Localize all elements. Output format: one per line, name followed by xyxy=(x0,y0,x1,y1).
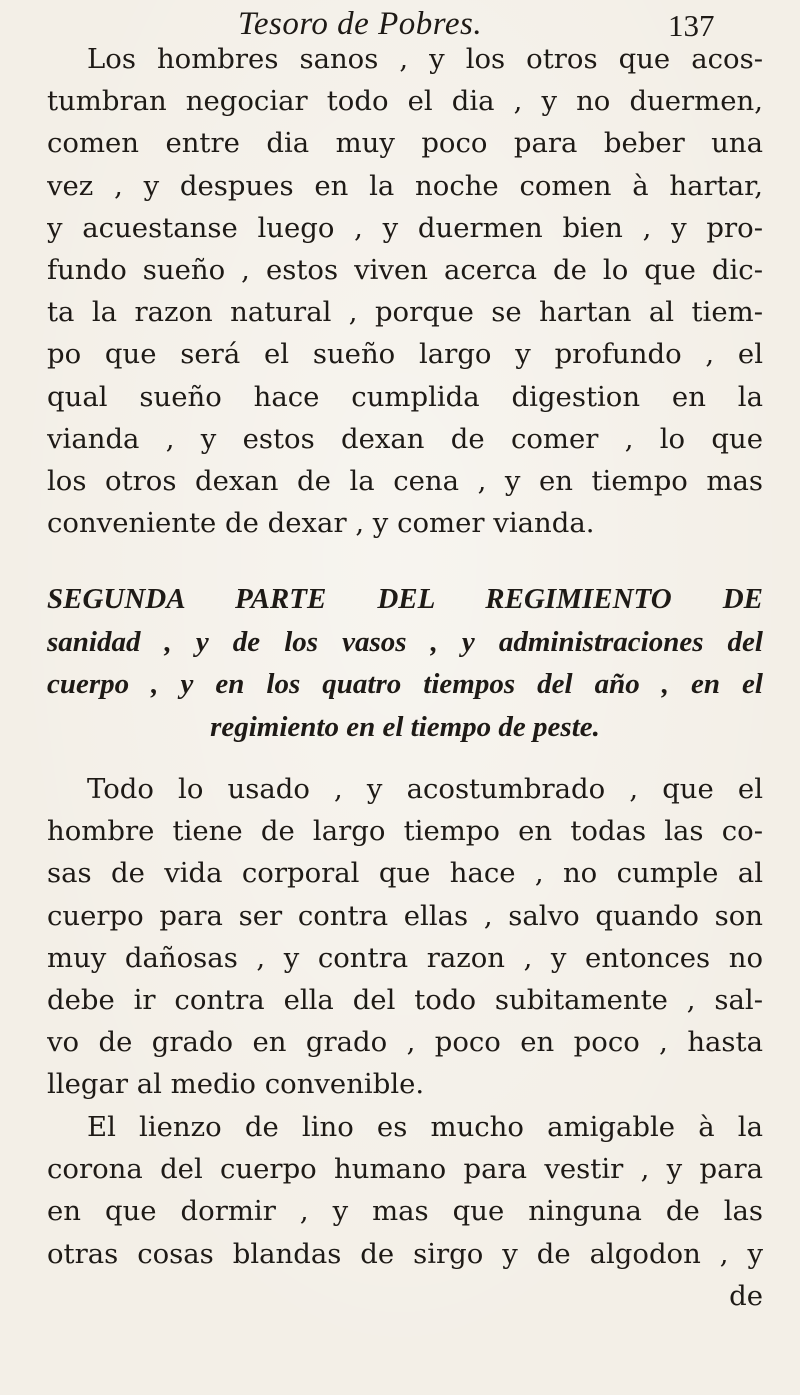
text-line: vo de grado en grado , poco en poco , hasta xyxy=(47,1026,763,1059)
text-line: hombre tiene de largo tiempo en todas las co- xyxy=(47,815,763,848)
heading-line: SEGUNDA PARTE DEL REGIMIENTO DE xyxy=(47,583,763,615)
text-line: los otros dexan de la cena , y en tiempo mas xyxy=(47,464,763,497)
running-title: Tesoro de Pobres. xyxy=(238,6,483,42)
section-heading xyxy=(47,578,763,748)
paragraph-1 xyxy=(47,38,763,544)
text-line: en que dormir , y mas que ninguna de las xyxy=(47,1195,763,1228)
text-line: muy dañosas , y contra razon , y entonces no xyxy=(47,941,763,974)
text-line: vianda , y estos dexan de comer , lo que xyxy=(47,422,763,455)
page-number: 137 xyxy=(668,8,715,43)
text-line: sas de vida corporal que hace , no cumple al xyxy=(47,857,763,890)
text-line: comen entre dia muy poco para beber una xyxy=(47,127,763,160)
text-line: qual sueño hace cumplida digestion en la xyxy=(47,380,763,413)
text-line: ta la razon natural , porque se hartan al tiem- xyxy=(47,296,763,329)
text-line: corona del cuerpo humano para vestir , y para xyxy=(47,1153,763,1186)
text-line: fundo sueño , estos viven acerca de lo que dic- xyxy=(47,253,763,286)
heading-line: regimiento en el tiempo de peste. xyxy=(210,710,600,743)
text-line: conveniente de dexar , y comer vianda. xyxy=(47,507,595,540)
heading-line: cuerpo , y en los quatro tiempos del año , en el xyxy=(47,668,763,700)
text-line: otras cosas blandas de sirgo y de algodon , y xyxy=(47,1237,763,1270)
text-line: debe ir contra ella del todo subitamente , sal- xyxy=(47,983,763,1016)
text-line: El lienzo de lino es mucho amigable à la xyxy=(87,1111,763,1143)
text-line: Los hombres sanos , y los otros que acos- xyxy=(87,43,763,75)
text-line: po que será el sueño largo y profundo , el xyxy=(47,338,763,371)
text-line: vez , y despues en la noche comen à hartar, xyxy=(47,169,763,202)
text-line: tumbran negociar todo el dia , y no duermen, xyxy=(47,85,763,118)
text-line: y acuestanse luego , y duermen bien , y pro- xyxy=(47,211,763,244)
paragraph-2 xyxy=(47,768,763,1106)
catchword: de xyxy=(729,1279,763,1312)
heading-line: sanidad , y de los vasos , y administraciones del xyxy=(47,625,763,658)
text-line: Todo lo usado , y acostumbrado , que el xyxy=(87,773,763,805)
text-line: cuerpo para ser contra ellas , salvo quando son xyxy=(47,899,763,932)
text-line: llegar al medio convenible. xyxy=(47,1068,425,1101)
paragraph-3 xyxy=(47,1106,763,1317)
